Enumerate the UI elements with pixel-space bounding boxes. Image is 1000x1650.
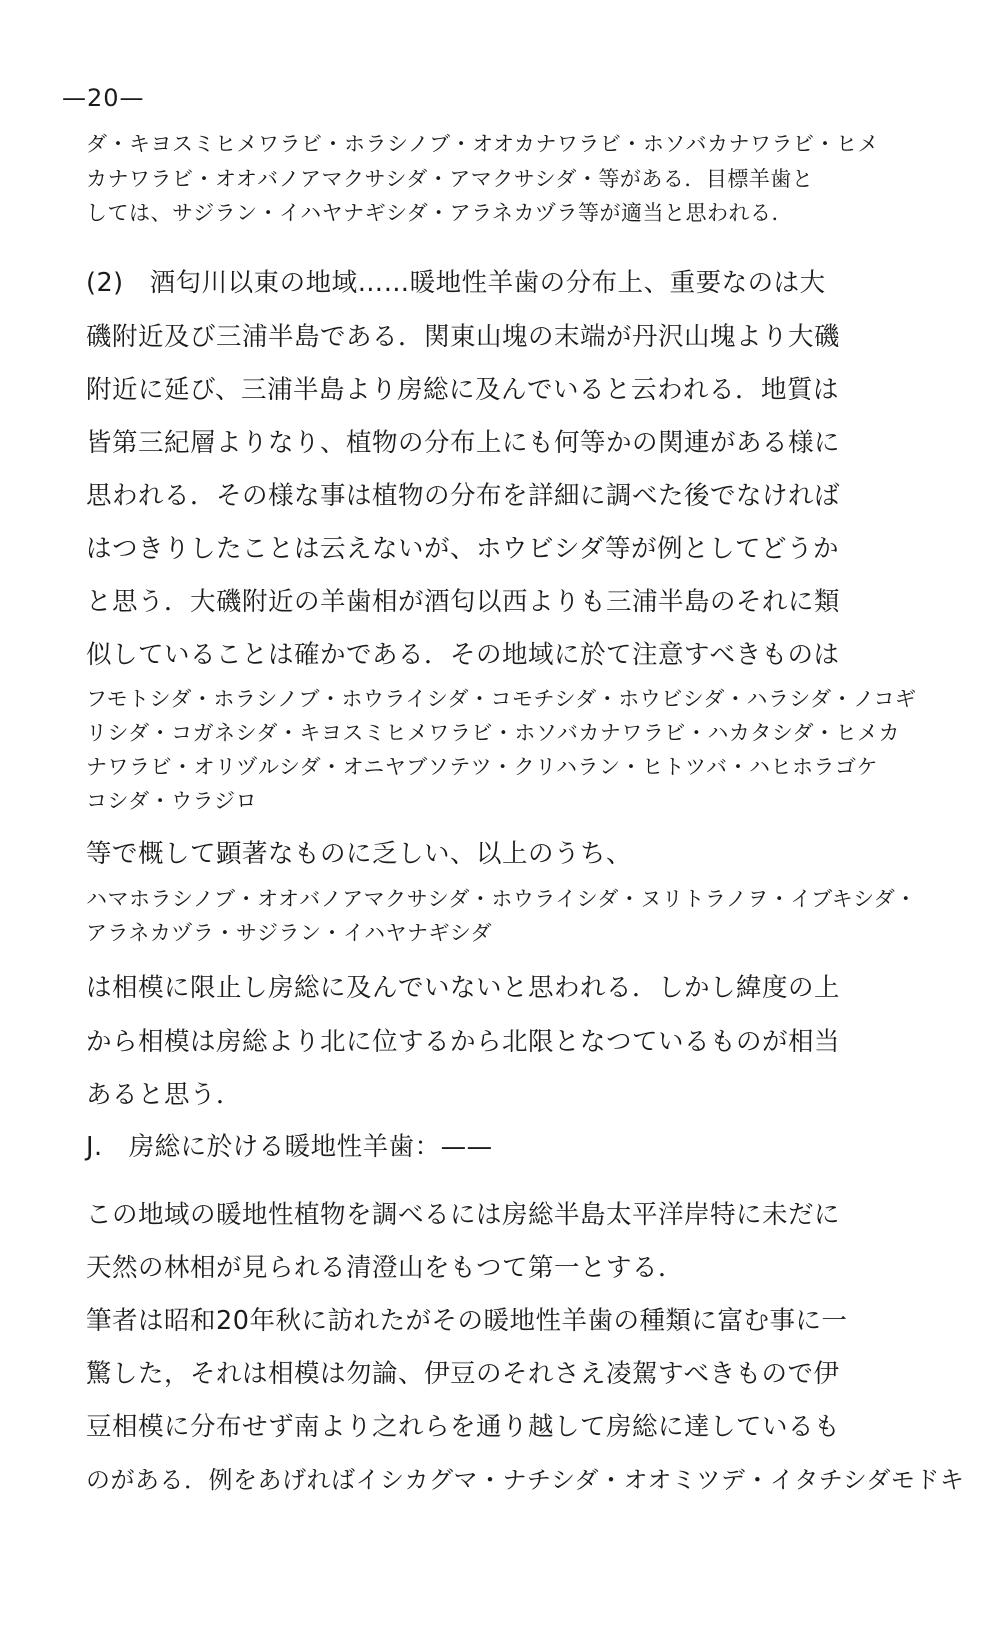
section-heading: J. 房総に於ける暖地性羊歯：—— bbox=[86, 1132, 493, 1162]
text-line: しては、サジラン・イハヤナギシダ・アラネカヅラ等が適当と思われる． bbox=[86, 201, 793, 225]
text-line: はつきりしたことは云えないが、ホウビシダ等が例としてどうか bbox=[86, 534, 839, 564]
text-line: は相模に限止し房総に及んでいないと思われる．しかし緯度の上 bbox=[86, 973, 841, 1003]
text-line: 筆者は昭和20年秋に訪れたがその暖地性羊歯の種類に富む事に一 bbox=[86, 1306, 848, 1336]
text-line: 附近に延び、三浦半島より房総に及んでいると云われる．地質は bbox=[86, 375, 839, 405]
text-line: のがある．例をあげればイシカグマ・ナチシダ・オオミツデ・イタチシダモドキ bbox=[86, 1466, 965, 1494]
text-line: コシダ・ウラジロ bbox=[86, 789, 258, 813]
text-line: 豆相模に分布せず南より之れらを通り越して房総に達しているも bbox=[86, 1412, 841, 1442]
text-line: から相模は房総より北に位するから北限となつているものが相当 bbox=[86, 1027, 841, 1057]
text-line: 等で概して顕著なものに乏しい、以上のうち、 bbox=[86, 839, 633, 869]
text-line: 磯附近及び三浦半島である．関東山塊の末端が丹沢山塊より大磯 bbox=[86, 322, 841, 352]
text-line: (2) 酒匂川以東の地域……暖地性羊歯の分布上、重要なのは大 bbox=[86, 268, 826, 298]
text-line: アラネカヅラ・サジラン・イハヤナギシダ bbox=[86, 921, 492, 945]
text-line: リシダ・コガネシダ・キヨスミヒメワラビ・ホソバカナワラビ・ハカタシダ・ヒメカ bbox=[86, 721, 901, 745]
page-number: —20— bbox=[62, 84, 145, 112]
text-line: ハマホラシノブ・オオバノアマクサシダ・ホウライシダ・ヌリトラノヲ・イブキシダ・ bbox=[86, 887, 917, 911]
text-line: ナワラビ・オリヅルシダ・オニヤブソテツ・クリハラン・ヒトツバ・ハヒホラゴケ bbox=[86, 755, 879, 779]
text-line: フモトシダ・ホラシノブ・ホウライシダ・コモチシダ・ホウビシダ・ハラシダ・ノコギ bbox=[86, 687, 917, 711]
text-line: あると思う． bbox=[86, 1080, 243, 1110]
text-line: 驚した，それは相模は勿論、伊豆のそれさえ凌駕すべきもので伊 bbox=[86, 1359, 840, 1389]
text-line: カナワラビ・オオバノアマクサシダ・アマクサシダ・等がある．目標羊歯と bbox=[86, 167, 814, 191]
text-line: ダ・キヨスミヒメワラビ・ホラシノブ・オオカナワラビ・ホソバカナワラビ・ヒメ bbox=[86, 132, 879, 156]
text-line: この地域の暖地性植物を調べるには房総半島太平洋岸特に未だに bbox=[86, 1200, 841, 1230]
text-line: と思う．大磯附近の羊歯相が酒匂以西よりも三浦半島のそれに類 bbox=[86, 587, 841, 617]
text-line: 天然の林相が見られる清澄山をもつて第一とする． bbox=[86, 1253, 685, 1283]
text-line: 皆第三紀層よりなり、植物の分布上にも何等かの関連がある様に bbox=[86, 428, 841, 458]
text-line: 似していることは確かである．その地域に於て注意すべきものは bbox=[86, 640, 840, 670]
text-line: 思われる．その様な事は植物の分布を詳細に調べた後でなければ bbox=[86, 481, 841, 511]
